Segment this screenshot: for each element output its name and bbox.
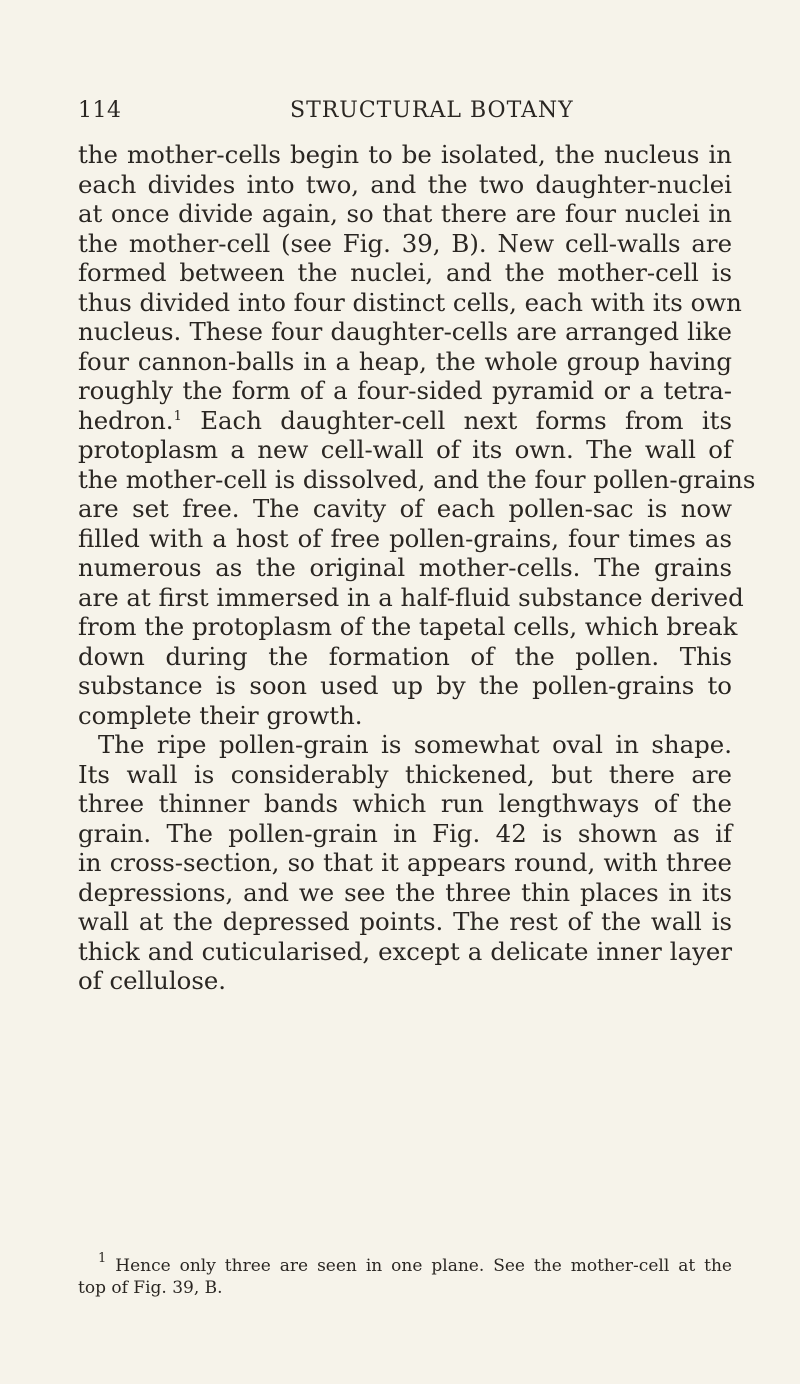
footnote-line — [78, 1251, 732, 1277]
text-line: of cellulose. — [78, 966, 227, 995]
text-line: the mother-cell (see Fig. 39, B). New cell-walls are — [78, 228, 732, 258]
text-line: from the protoplasm of the tapetal cells, which break — [78, 612, 738, 641]
text-line: complete their growth. — [78, 700, 363, 730]
text-line: thick and cuticularised, except a delicate inner layer — [78, 936, 732, 966]
footnote-reference[interactable]: 1 — [173, 408, 182, 424]
text-line: each divides into two, and the two daughter-nuclei — [78, 169, 732, 199]
text-line: the mother-cell is dissolved, and the four pollen-grains — [78, 464, 756, 494]
text-line: four cannon-balls in a heap, the whole group having — [78, 346, 732, 376]
text-line: the mother-cells begin to be isolated, the nucleus in — [78, 140, 732, 169]
text-line: The ripe pollen-grain is somewhat oval in shape. — [98, 730, 732, 759]
main-text — [78, 140, 756, 996]
text-fragment: Each daughter-cell next forms from its — [181, 405, 732, 435]
text-line-with-footnote-ref — [78, 406, 732, 436]
text-line: Its wall is considerably thickened, but there are — [78, 759, 732, 789]
text-line: at once divide again, so that there are four nuclei in — [78, 199, 732, 228]
text-line: thus divided into four distinct cells, each with its own — [78, 287, 742, 317]
text-line: depressions, and we see the three thin places in its — [78, 877, 732, 907]
text-line: in cross-section, so that it appears round, with three — [78, 848, 732, 877]
running-title: STRUCTURAL BOTANY — [290, 98, 574, 123]
text-line: protoplasm a new cell-wall of its own. The wall of — [78, 435, 732, 464]
text-line: three thinner bands which run lengthways of the — [78, 789, 732, 818]
text-line: are at first immersed in a half-fluid substance derived — [78, 582, 744, 612]
footnote — [78, 1251, 732, 1299]
running-header — [78, 98, 730, 130]
footnote-text: Hence only three are seen in one plane. See the mother-cell at the — [106, 1256, 732, 1276]
text-line: nucleus. These four daughter-cells are arranged like — [78, 317, 732, 346]
text-line: grain. The pollen-grain in Fig. 42 is shown as if — [78, 818, 732, 848]
text-line: numerous as the original mother-cells. The grains — [78, 553, 732, 582]
text-line: roughly the form of a four-sided pyramid or a tetra- — [78, 376, 732, 405]
text-fragment: hedron. — [78, 405, 174, 435]
text-line: substance is soon used up by the pollen-grains to — [78, 671, 732, 700]
footnote-marker: 1 — [98, 1251, 107, 1266]
text-line: down during the formation of the pollen. This — [78, 641, 732, 671]
text-line: wall at the depressed points. The rest of the wall is — [78, 907, 732, 936]
text-line: filled with a host of free pollen-grains, four times as — [78, 523, 732, 553]
text-line: formed between the nuclei, and the mother-cell is — [78, 258, 732, 287]
footnote-line: top of Fig. 39, B. — [78, 1278, 223, 1298]
text-line: are set free. The cavity of each pollen-sac is now — [78, 494, 732, 523]
page-number: 114 — [78, 98, 122, 123]
